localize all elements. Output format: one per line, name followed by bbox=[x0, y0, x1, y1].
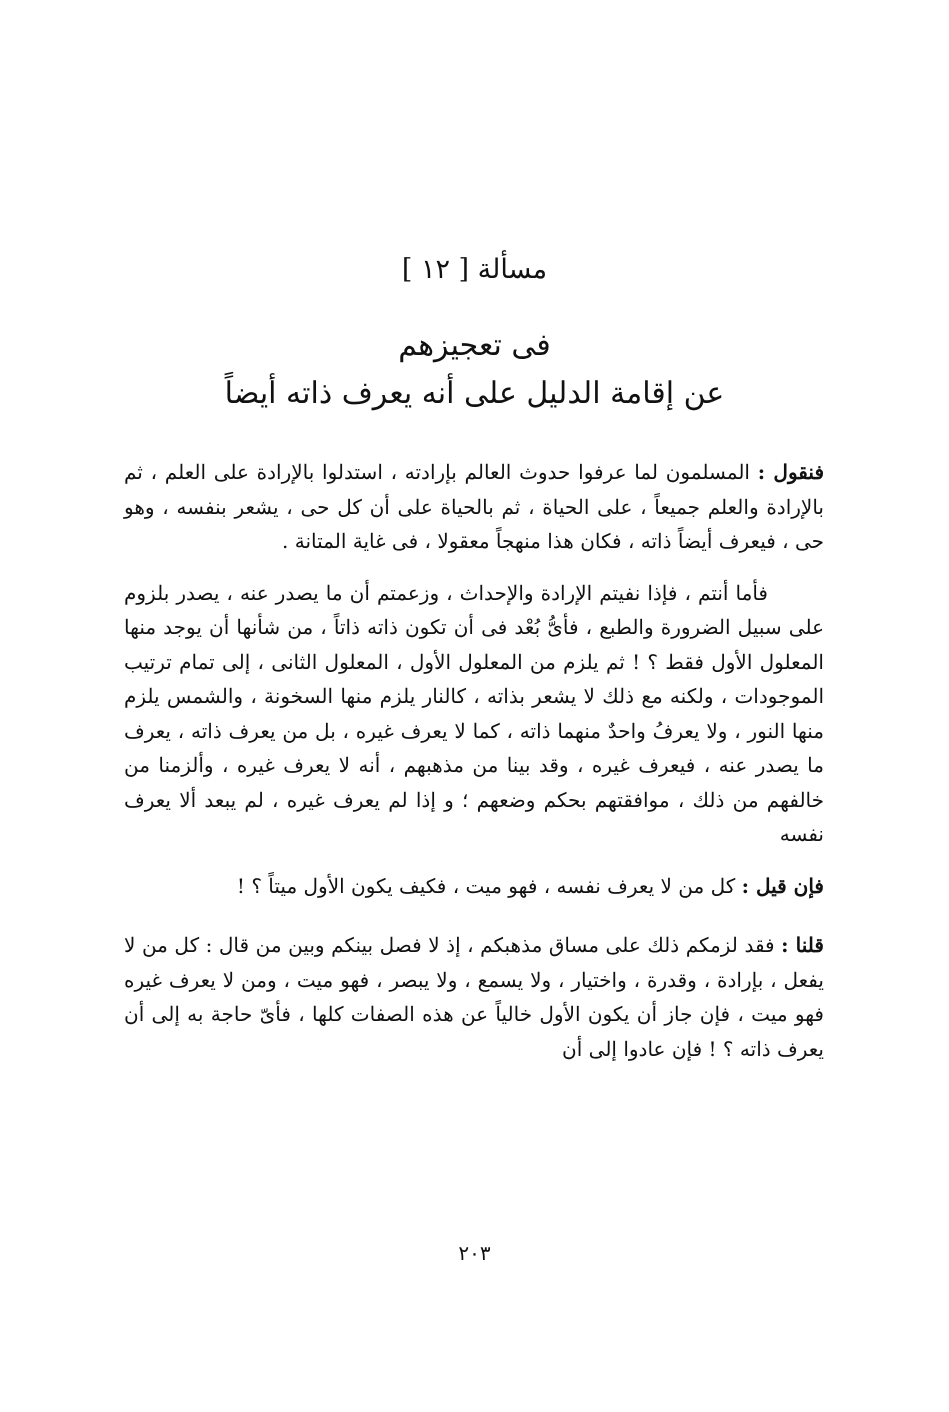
chapter-body bbox=[124, 455, 824, 1066]
paragraph-3-lead: فإن قيل : bbox=[741, 873, 824, 898]
page-number: ٢٠٣ bbox=[458, 1241, 491, 1265]
paragraph-4 bbox=[124, 928, 824, 1066]
chapter-title-line-2: عن إقامة الدليل على أنه يعرف ذاته أيضاً bbox=[224, 376, 725, 411]
chapter-number: مسألة [ ١٢ ] bbox=[401, 254, 548, 285]
paragraph-1-lead: فنقول : bbox=[757, 460, 825, 484]
paragraph-3 bbox=[124, 869, 824, 904]
chapter-title-line-1: فى تعجيزهم bbox=[398, 328, 551, 363]
paragraph-1-text: المسلمون لما عرفوا حدوث العالم بإرادته ، استدلوا بالإرادة على العلم ، ثم بالإرادة والعلم جميعاً ، على الحياة ، ثم بالحياة على أن كل حى ، يشعر بنفسه ، وهو حى ، فيعرف أيضاً ذاته ، فكان هذا منهجاً معقولا ، فى غاية المتانة . bbox=[124, 460, 824, 553]
paragraph-2 bbox=[124, 576, 824, 852]
paragraph-2-text: فأما أنتم ، فإذا نفيتم الإرادة والإحداث ، وزعمتم أن ما يصدر عنه ، يصدر بلزوم على سبيل الضرورة والطبع ، فأىُّ بُعْد فى أن تكون ذاته ذاتاً ، من شأنها أن يوجد منها المعلول الأول فقط ؟ ! ثم يلزم من المعلول الأول ، المعلول الثانى ، إلى تمام ترتيب الموجودات ، ولكنه مع ذلك لا يشعر بذاته ، كالنار يلزم منها السخونة ، والشمس يلزم منها النور ، ولا يعرفُ واحدٌ منهما ذاته ، كما لا يعرف غيره ، بل من يعرف ذاته ، يعرف ما يصدر عنه ، فيعرف غيره ، وقد بينا من مذهبهم ، أنه لا يعرف غيره ، وألزمنا من خالفهم من ذلك ، موافقتهم بحكم وضعهم ؛ و إذا لم يعرف غيره ، لم يبعد ألا يعرف نفسه bbox=[124, 580, 824, 846]
paragraph-spacer bbox=[124, 559, 824, 576]
paragraph-4-text: فقد لزمكم ذلك على مساق مذهبكم ، إذ لا فصل بينكم وبين من قال : كل من لا يفعل ، بإرادة ، وقدرة ، واختيار ، ولا يسمع ، ولا يبصر ، فهو ميت ، ومن لا يعرف غيره فهو ميت ، فإن جاز أن يكون الأول خالياً عن هذه الصفات كلها ، فأىّ حاجة به إلى أن يعرف ذاته ؟ ! فإن عادوا إلى أن bbox=[124, 933, 824, 1061]
paragraph-3-text: كل من لا يعرف نفسه ، فهو ميت ، فكيف يكون الأول ميتاً ؟ ! bbox=[236, 873, 742, 898]
paragraph-4-lead: قلنا : bbox=[781, 933, 824, 957]
paragraph-1 bbox=[124, 455, 824, 559]
paragraph-spacer bbox=[124, 852, 824, 869]
paragraph-spacer bbox=[124, 903, 824, 928]
